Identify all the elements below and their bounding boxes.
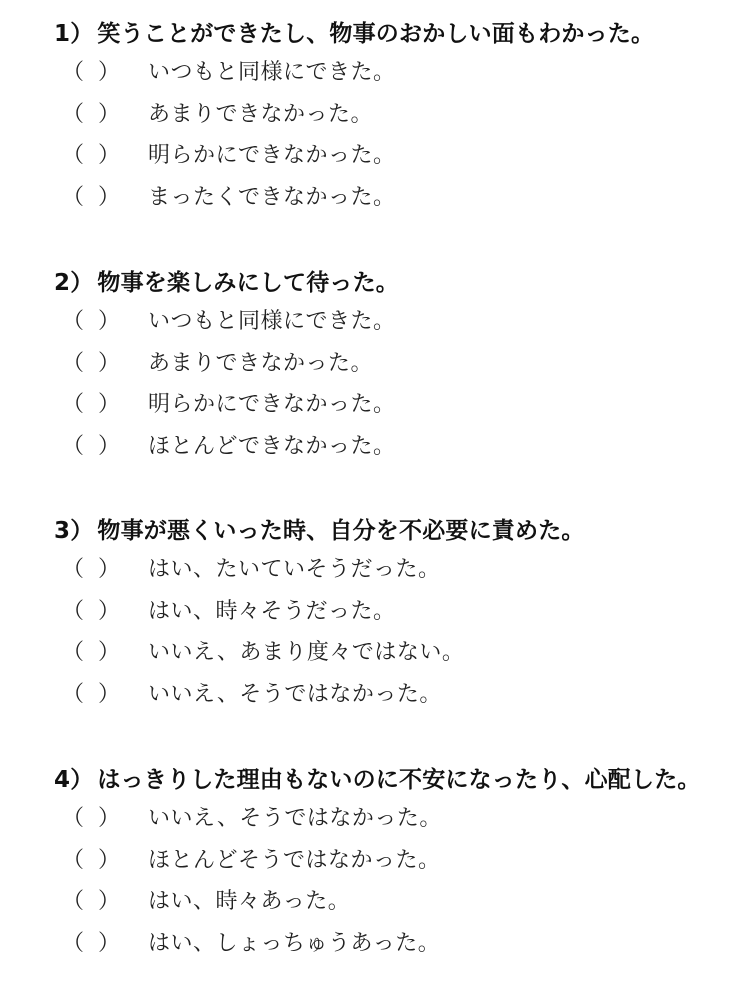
question-text: 物事を楽しみにして待った。 (97, 270, 400, 296)
answer-option (54, 840, 744, 882)
question-3 (54, 513, 744, 715)
question-2 (54, 265, 744, 467)
question-text: 笑うことができたし、物事のおかしい面もわかった。 (97, 21, 655, 47)
question-number: 1） (54, 21, 94, 47)
answer-option (54, 632, 744, 674)
answer-text: いつもと同様にできた。 (148, 309, 396, 334)
paren-close: ） (98, 640, 121, 665)
paren-open: （ (62, 392, 85, 417)
paren-open: （ (62, 309, 85, 334)
answer-text: あまりできなかった。 (148, 101, 374, 127)
question-title (54, 265, 744, 301)
paren-close: ） (98, 309, 121, 334)
answer-text: はい、しょっちゅうあった。 (148, 930, 441, 956)
answer-option (54, 301, 744, 343)
answer-option (54, 426, 744, 468)
paren-close: ） (98, 930, 121, 956)
answer-option (54, 343, 744, 385)
question-title (54, 513, 744, 549)
answer-option (54, 674, 744, 716)
paren-open: （ (62, 557, 85, 582)
answer-option (54, 798, 744, 840)
paren-close: ） (98, 350, 121, 376)
paren-open: （ (62, 889, 85, 914)
paren-close: ） (98, 806, 121, 831)
answer-text: 明らかにできなかった。 (148, 392, 396, 417)
paren-open: （ (62, 101, 85, 127)
answer-option (54, 549, 744, 591)
paren-open: （ (62, 60, 85, 85)
answer-option (54, 135, 744, 177)
question-number: 4） (54, 767, 94, 793)
answer-text: ほとんどそうではなかった。 (148, 847, 441, 873)
paren-close: ） (98, 433, 121, 459)
answer-text: いいえ、そうではなかった。 (148, 681, 442, 707)
answer-text: あまりできなかった。 (148, 350, 374, 376)
answer-option (54, 923, 744, 965)
paren-open: （ (62, 681, 85, 707)
paren-open: （ (62, 598, 85, 624)
paren-close: ） (98, 598, 121, 624)
answer-text: はい、たいていそうだった。 (148, 557, 441, 582)
paren-open: （ (62, 350, 85, 376)
answer-text: 明らかにできなかった。 (148, 143, 396, 168)
answer-text: ほとんどできなかった。 (148, 433, 396, 459)
answer-text: いいえ、そうではなかった。 (148, 806, 442, 831)
paren-open: （ (62, 930, 85, 956)
answer-option (54, 881, 744, 923)
paren-close: ） (98, 184, 121, 210)
question-text: はっきりした理由もないのに不安になったり、心配した。 (97, 767, 701, 793)
answer-text: はい、時々あった。 (148, 889, 351, 914)
paren-close: ） (98, 143, 121, 168)
question-title (54, 16, 744, 52)
paren-close: ） (98, 557, 121, 582)
question-4 (54, 762, 744, 964)
question-1 (54, 16, 744, 218)
paren-close: ） (98, 101, 121, 127)
paren-close: ） (98, 889, 121, 914)
question-number: 3） (54, 518, 94, 544)
answer-option (54, 94, 744, 136)
answer-option (54, 177, 744, 219)
paren-open: （ (62, 847, 85, 873)
paren-open: （ (62, 143, 85, 168)
paren-close: ） (98, 681, 121, 707)
question-title (54, 762, 744, 798)
paren-open: （ (62, 184, 85, 210)
paren-close: ） (98, 60, 121, 85)
answer-text: はい、時々そうだった。 (148, 598, 396, 624)
paren-open: （ (62, 806, 85, 831)
answer-option (54, 52, 744, 94)
question-number: 2） (54, 270, 94, 296)
question-text: 物事が悪くいった時、自分を不必要に責めた。 (97, 518, 585, 544)
paren-open: （ (62, 640, 85, 665)
answer-option (54, 384, 744, 426)
answer-text: いいえ、あまり度々ではない。 (148, 640, 465, 665)
answer-option (54, 591, 744, 633)
answer-text: いつもと同様にできた。 (148, 60, 396, 85)
paren-open: （ (62, 433, 85, 459)
paren-close: ） (98, 847, 121, 873)
answer-text: まったくできなかった。 (148, 184, 396, 210)
paren-close: ） (98, 392, 121, 417)
